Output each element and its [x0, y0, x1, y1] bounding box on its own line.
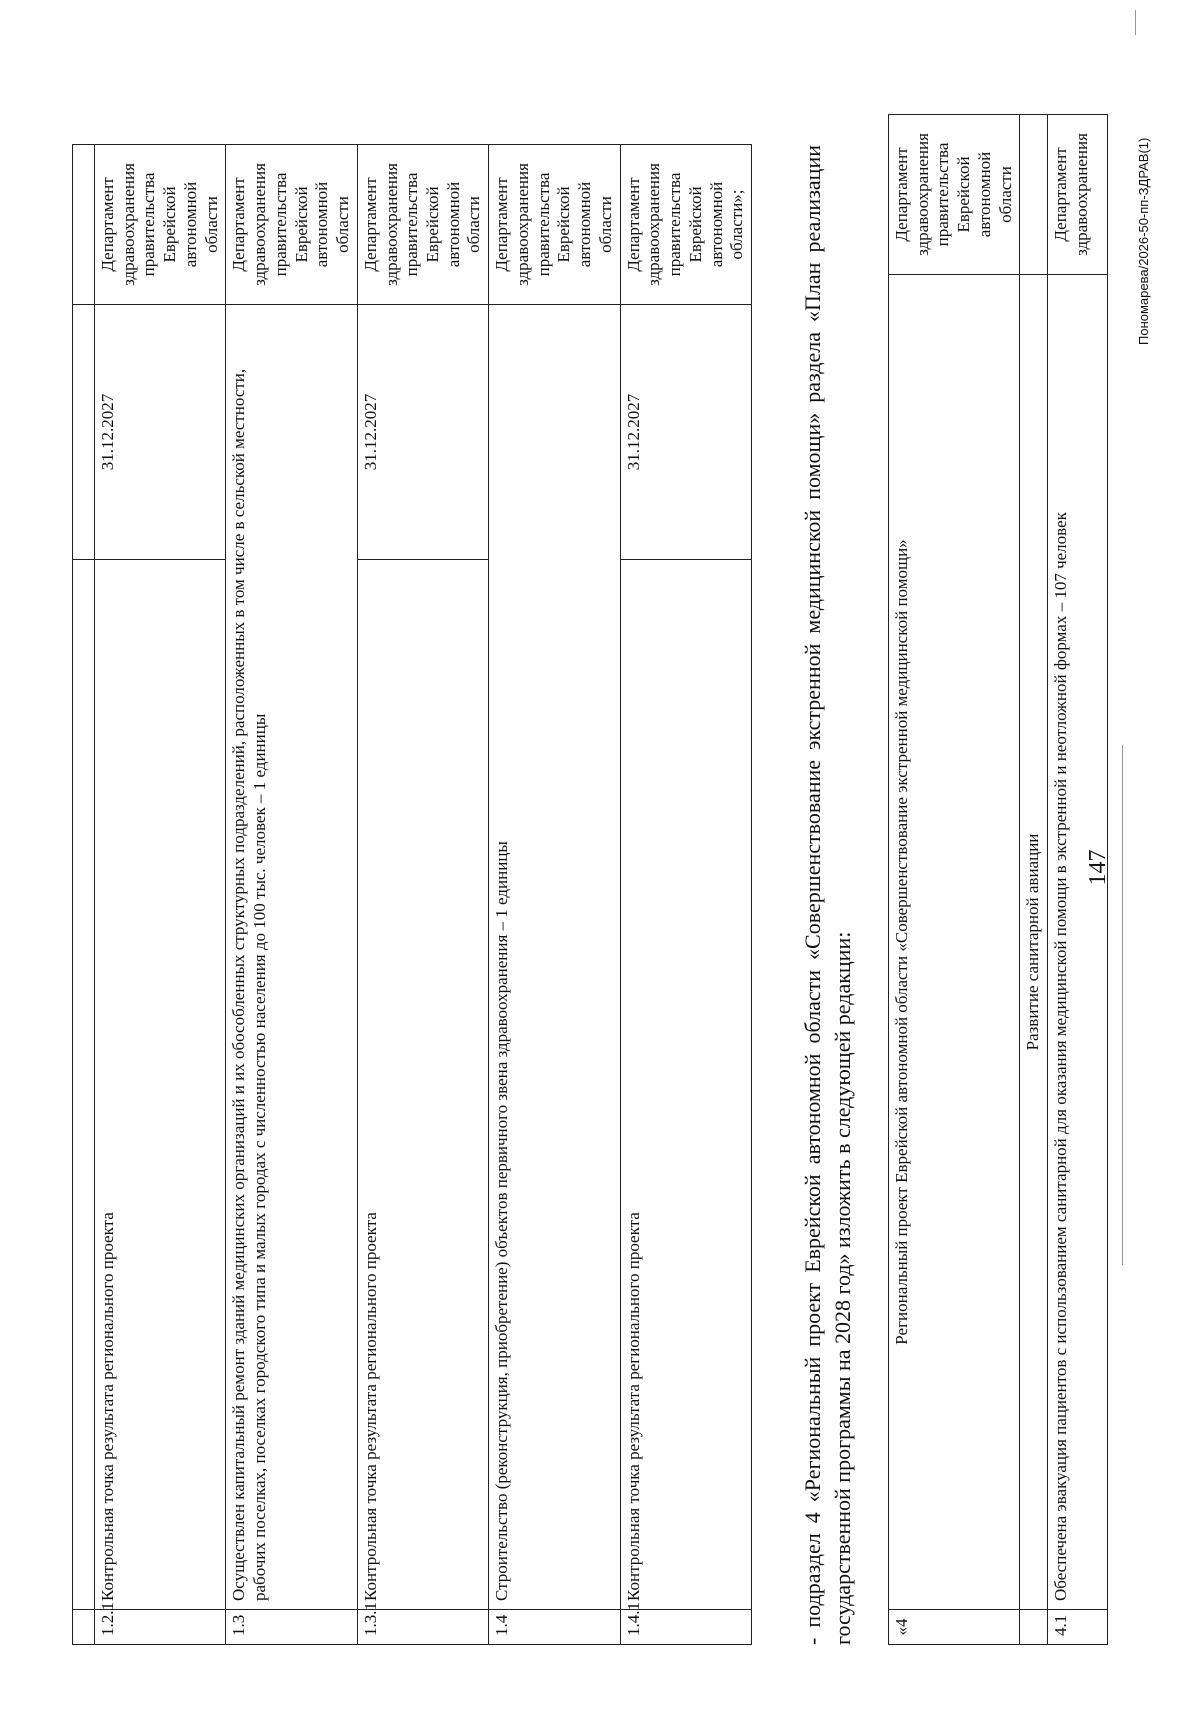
row-responsible: Департамент здравоохранения правительства Еврейской автономной области — [889, 115, 1020, 275]
plan-table-continuation — [72, 144, 752, 1645]
table-row — [1048, 115, 1108, 1645]
row-number: 4.1 — [1048, 1610, 1108, 1645]
scan-artifact-line — [1122, 745, 1123, 1265]
row-number: 1.4.1 — [620, 1610, 751, 1645]
plan-table-subsection-4 — [888, 114, 1108, 1645]
row-number — [1020, 1610, 1048, 1645]
row-date: 31.12.2027 — [357, 305, 488, 560]
page-number: 147 — [1085, 849, 1111, 886]
scan-artifact-line — [1135, 10, 1136, 35]
table-row — [73, 145, 95, 1645]
row-responsible: Департамент здравоохранения правительства Еврейской автономной области»; — [620, 145, 751, 305]
row-number: 1.3.1 — [357, 1610, 488, 1645]
table-row — [1020, 115, 1048, 1645]
row-responsible: Департамент здравоохранения правительства Еврейской автономной области — [489, 145, 620, 305]
row-responsible: Департамент здравоохранения правительства Еврейской автономной области — [95, 145, 226, 305]
row-date: 31.12.2027 — [620, 305, 751, 560]
row-responsible — [1020, 115, 1048, 275]
table-row — [889, 115, 1020, 1645]
row-date: 31.12.2027 — [95, 305, 226, 560]
row-text: Региональный проект Еврейской автономной области «Совершенствование экстренной медицинской помощи» — [889, 275, 1020, 1610]
amendment-paragraph — [798, 139, 857, 1645]
paragraph-text: - подраздел 4 «Региональный проект Еврейской автономной области «Совершенствование экстренной медицинской помощи» раздела «План реализации государственной программы на 2028 год» изложить в следующей редакции: — [800, 139, 855, 1645]
row-responsible: Департамент здравоохранения — [1048, 115, 1108, 275]
table-row — [226, 145, 357, 1645]
section-heading: Развитие санитарной авиации — [1020, 275, 1048, 1610]
row-text: Контрольная точка результата регионального проекта — [620, 560, 751, 1610]
row-text: Осуществлен капитальный ремонт зданий медицинских организаций и их обособленных структурных подразделений, расположенных в том числе в сельской местности, рабочих поселках, поселках городского типа и малых городах с численностью населения до 100 тыс. человек – 1 единицы — [226, 305, 357, 1610]
row-text: Контрольная точка результата регионального проекта — [357, 560, 488, 1610]
row-text: Обеспечена эвакуация пациентов с использованием санитарной для оказания медицинской помощи в экстренной и неотложной формах – 107 человек — [1048, 275, 1108, 1610]
row-number: 1.4 — [489, 1610, 620, 1645]
row-number: 1.3 — [226, 1610, 357, 1645]
row-responsible: Департамент здравоохранения правительства Еврейской автономной области — [226, 145, 357, 305]
table-row — [620, 145, 751, 1645]
table-row — [95, 145, 226, 1645]
row-text: Контрольная точка результата регионального проекта — [95, 560, 226, 1610]
document-footer-code: Пономарева/2026-50-пп-ЗДРАВ(1) — [1136, 137, 1151, 345]
table-row — [489, 145, 620, 1645]
row-number: «4 — [889, 1610, 1020, 1645]
row-text: Строительство (реконструкция, приобретение) объектов первичного звена здравоохранения – 1 единицы — [489, 305, 620, 1610]
row-responsible: Департамент здравоохранения правительства Еврейской автономной области — [357, 145, 488, 305]
table-row — [357, 145, 488, 1645]
row-number: 1.2.1 — [95, 1610, 226, 1645]
